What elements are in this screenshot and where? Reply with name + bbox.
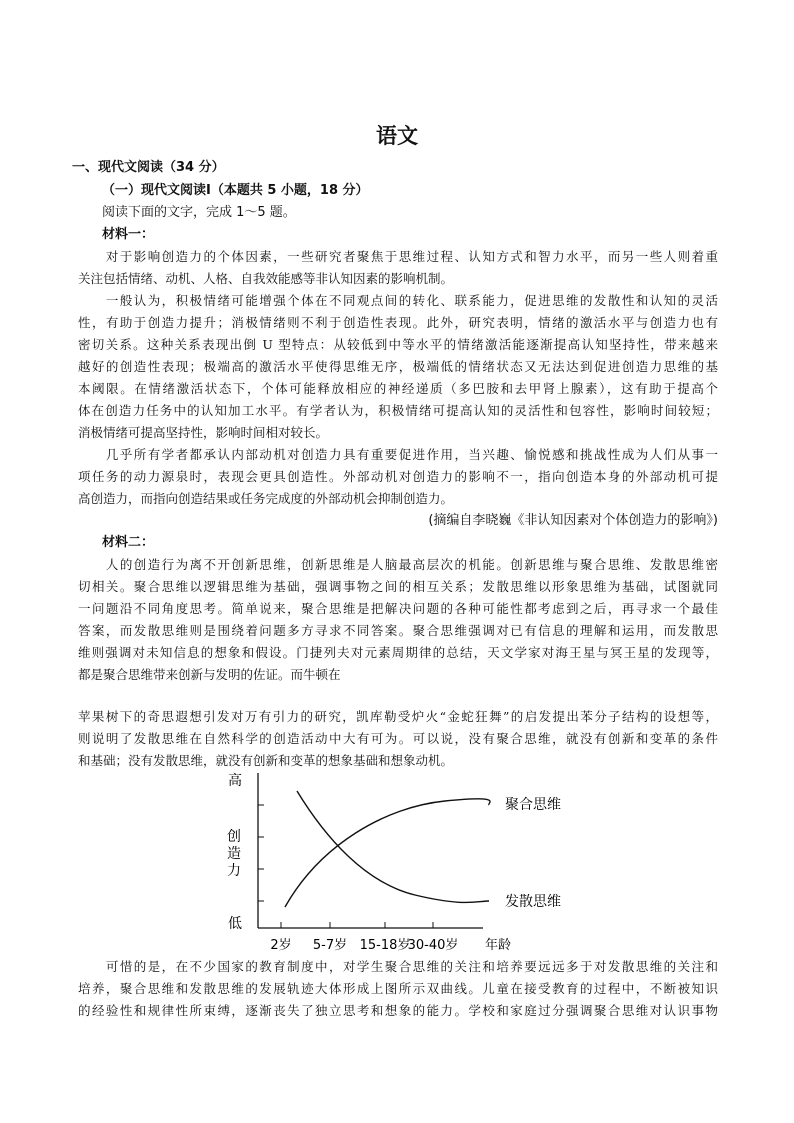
paragraph-line: 一问题沿不同角度思考。简单说来，聚合思维是把解决问题的各种可能性都考虑到之后，再寻求一个最佳 xyxy=(78,601,718,616)
paragraph-line: 的经验性和规律性所束缚，逐渐丧失了独立思考和想象的能力。学校和家庭过分强调聚合思维对认识事物 xyxy=(78,1003,718,1018)
paragraph-line: 答案，而发散思维则是围绕着问题多方寻求不同答案。聚合思维强调对已有信息的理解和运用，而发散思 xyxy=(78,623,718,638)
source-citation: (摘编自李晓巍《非认知因素对个体创造力的影响》) xyxy=(428,513,718,528)
series-convergent-line xyxy=(285,799,490,907)
paragraph-line: 几乎所有学者都承认内部动机对创造力具有重要促进作用，当兴趣、愉悦感和挑战性成为人们从事一 xyxy=(78,447,718,462)
series-label-convergent: 聚合思维 xyxy=(505,797,561,813)
y-top-label: 高 xyxy=(228,773,242,789)
paragraph-line: 消极情绪可提高坚持性，影响时间相对较长。 xyxy=(78,425,329,440)
y-axis-label-3: 力 xyxy=(227,863,241,879)
paragraph-line: 密切关系。这种关系表现出倒 U 型特点：从较低到中等水平的情绪激活能逐渐提高认知坚持性，带来越来 xyxy=(78,337,718,352)
material1-label: 材料一： xyxy=(102,227,155,242)
paragraph-line: 都是聚合思维带来创新与发明的佐证。而牛顿在 xyxy=(78,667,341,682)
paragraph-line: 人的创造行为离不开创新思维，创新思维是人脑最高层次的机能。创新思维与聚合思维、发散思维密 xyxy=(78,557,718,572)
paragraph-line: 性，有助于创造力提升；消极情绪则不利于创造性表现。此外，研究表明，情绪的激活水平与创造力也有 xyxy=(78,315,718,330)
material2-label: 材料二： xyxy=(102,535,155,550)
paragraph-line: 项任务的动力源泉时，表现会更具创造性。外部动机对创造力的影响不一，指向创造本身的外部动机可提 xyxy=(78,469,718,484)
x-tick-label: 30-40岁 xyxy=(407,938,459,953)
paragraph-line: 可惜的是，在不少国家的教育制度中，对学生聚合思维的关注和培养要远远多于对发散思维的关注和 xyxy=(78,959,718,974)
thinking-development-chart xyxy=(215,765,561,955)
x-tick-label: 5-7岁 xyxy=(312,938,348,953)
paragraph-line: 本阈限。在情绪激活状态下，个体可能释放相应的神经递质（多巴胺和去甲肾上腺素），这有助于提高个 xyxy=(78,381,718,396)
y-axis-label-2: 造 xyxy=(227,846,241,862)
series-divergent-line xyxy=(297,791,489,903)
subsection-heading: （一）现代文阅读Ⅰ（本题共 5 小题，18 分） xyxy=(102,183,369,198)
x-tick-label: 2岁 xyxy=(270,938,292,953)
paragraph-line: 关注包括情绪、动机、人格、自我效能感等非认知因素的影响机制。 xyxy=(78,271,454,286)
instruction: 阅读下面的文字，完成 1～5 题。 xyxy=(102,205,296,220)
paragraph-line: 维则强调对未知信息的想象和假设。门捷列夫对元素周期律的总结，天文学家对海王星与冥王星的发现等， xyxy=(78,645,718,660)
paragraph-line: 则说明了发散思维在自然科学的创造活动中大有可为。可以说，没有聚合思维，就没有创新和变革的条件 xyxy=(78,731,718,746)
paragraph-line: 高创造力，而指向创造结果或任务完成度的外部动机会抑制创造力。 xyxy=(78,491,454,506)
section-heading: 一、现代文阅读（34 分） xyxy=(72,160,225,175)
paragraph-line: 和基础；没有发散思维，就没有创新和变革的想象基础和想象动机。 xyxy=(78,753,454,768)
page-title: 语文 xyxy=(376,123,418,148)
paragraph-line: 苹果树下的奇思遐想引发对万有引力的研究，凯库勒受炉火“金蛇狂舞”的启发提出苯分子结构的设想等， xyxy=(78,709,718,724)
paragraph-line: 对于影响创造力的个体因素，一些研究者聚焦于思维过程、认知方式和智力水平，而另一些人则着重 xyxy=(78,249,718,264)
x-tick-label: 15-18岁 xyxy=(359,938,411,953)
paragraph-line: 培养，聚合思维和发散思维的发展轨迹大体形成上图所示双曲线。儿童在接受教育的过程中，不断被知识 xyxy=(78,981,718,996)
x-axis-label: 年龄 xyxy=(485,938,512,953)
y-axis-label-1: 创 xyxy=(227,829,241,845)
paragraph-line: 体在创造力任务中的认知加工水平。有学者认为，积极情绪可提高认知的灵活性和包容性，影响时间较短； xyxy=(78,403,718,418)
paragraph-line: 一般认为，积极情绪可能增强个体在不同观点间的转化、联系能力，促进思维的发散性和认知的灵活 xyxy=(78,293,718,308)
y-bottom-label: 低 xyxy=(228,916,242,932)
series-label-divergent: 发散思维 xyxy=(505,894,561,910)
paragraph-line: 切相关。聚合思维以逻辑思维为基础，强调事物之间的相互关系；发散思维以形象思维为基础，试图就同 xyxy=(78,579,718,594)
paragraph-line: 越好的创造性表现；极端高的激活水平使得思维无序，极端低的情绪状态又无法达到促进创造力思维的基 xyxy=(78,359,718,374)
